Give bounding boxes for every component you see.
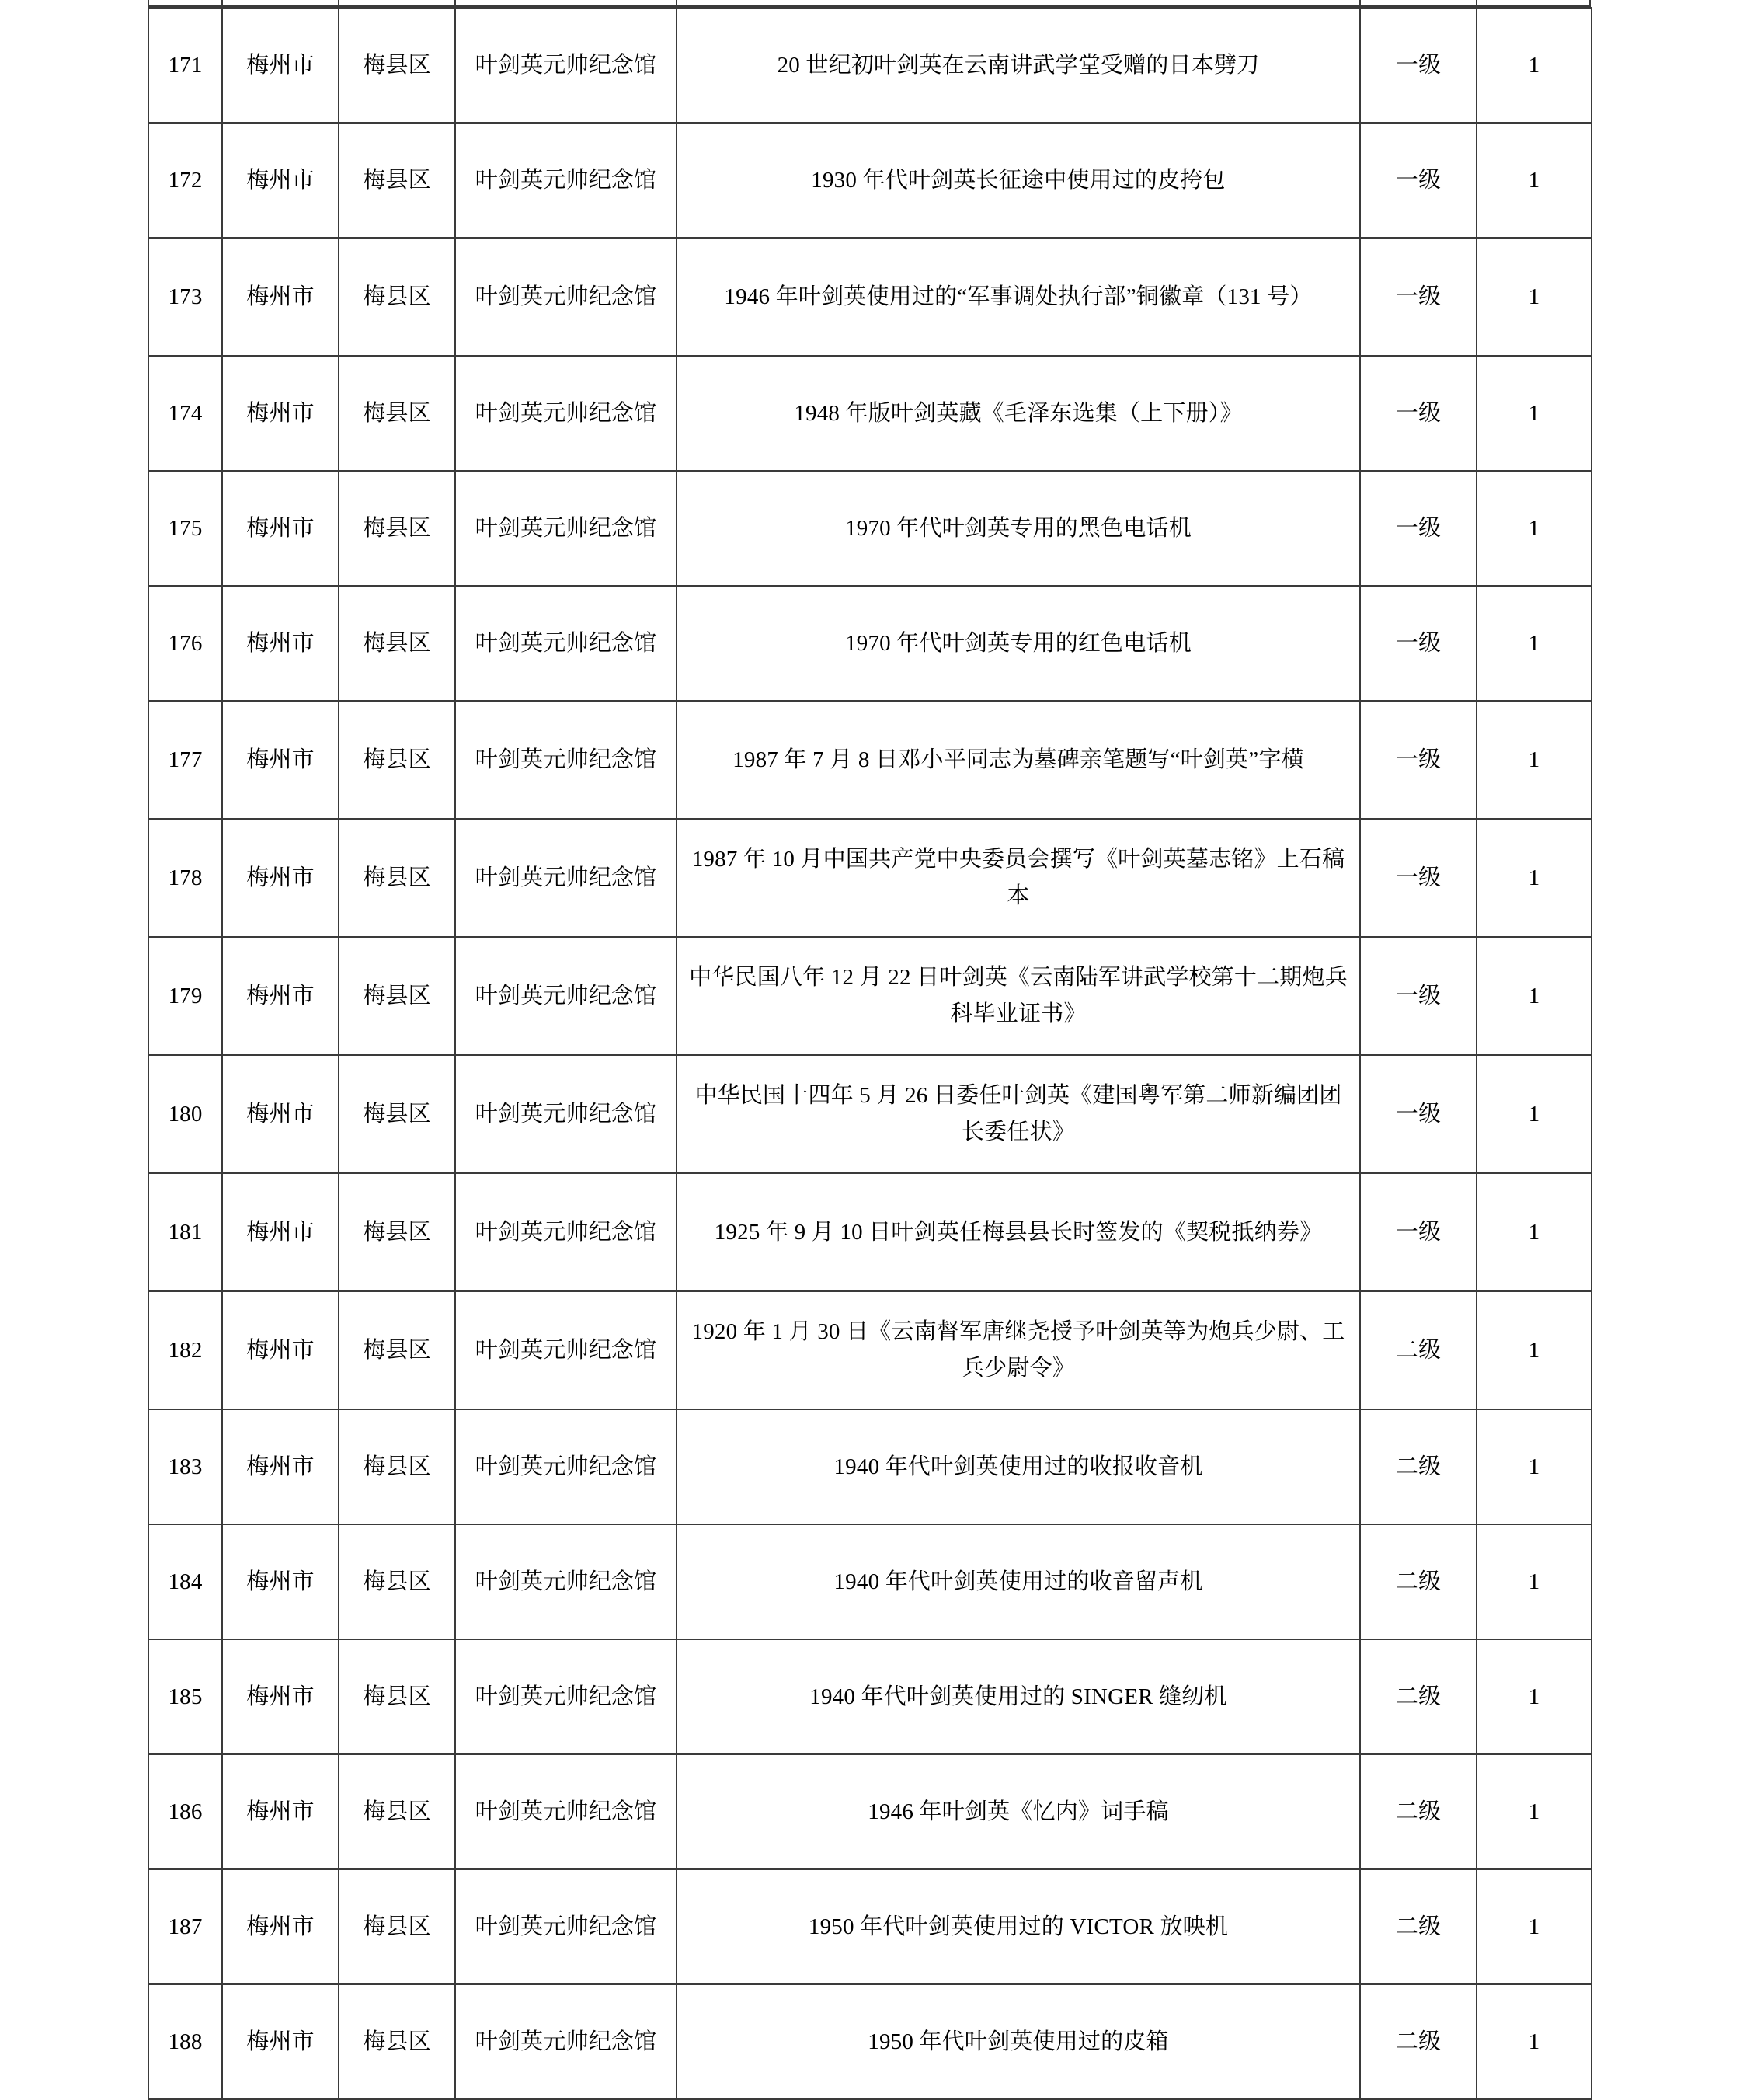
cell-index: 182	[148, 1291, 222, 1409]
cell-city: 梅州市	[222, 937, 339, 1055]
table-row	[148, 1869, 1592, 1984]
cell-institution: 叶剑英元帅纪念馆	[455, 1524, 677, 1639]
cell-institution: 叶剑英元帅纪念馆	[455, 819, 677, 937]
cell-district: 梅县区	[339, 1754, 455, 1869]
cell-grade: 一级	[1360, 701, 1477, 819]
cell-grade: 一级	[1360, 8, 1477, 123]
cell-district: 梅县区	[339, 1869, 455, 1984]
cell-district: 梅县区	[339, 819, 455, 937]
cell-description: 1946 年叶剑英《忆内》词手稿	[677, 1754, 1360, 1869]
cell-district: 梅县区	[339, 1524, 455, 1639]
table-row	[148, 1524, 1592, 1639]
cell-district: 梅县区	[339, 123, 455, 238]
cell-description: 1987 年 7 月 8 日邓小平同志为墓碑亲笔题写“叶剑英”字横	[677, 701, 1360, 819]
cell-grade: 一级	[1360, 238, 1477, 356]
table-row	[148, 1984, 1592, 2099]
cell-district: 梅县区	[339, 937, 455, 1055]
cell-city: 梅州市	[222, 1639, 339, 1754]
cell-grade: 二级	[1360, 1409, 1477, 1524]
cell-quantity: 1	[1477, 1869, 1592, 1984]
cell-city: 梅州市	[222, 8, 339, 123]
cell-district: 梅县区	[339, 586, 455, 701]
table-row	[148, 701, 1592, 819]
cell-grade: 二级	[1360, 1524, 1477, 1639]
cell-description: 1940 年代叶剑英使用过的收音留声机	[677, 1524, 1360, 1639]
cell-index: 184	[148, 1524, 222, 1639]
table-row	[148, 937, 1592, 1055]
cell-city: 梅州市	[222, 238, 339, 356]
sliver-gridline-1	[221, 0, 223, 5]
table-row	[148, 356, 1592, 471]
cell-city: 梅州市	[222, 586, 339, 701]
cell-city: 梅州市	[222, 1055, 339, 1173]
table-body	[148, 8, 1592, 2099]
cell-index: 178	[148, 819, 222, 937]
cell-description: 1946 年叶剑英使用过的“军事调处执行部”铜徽章（131 号）	[677, 238, 1360, 356]
cell-institution: 叶剑英元帅纪念馆	[455, 1409, 677, 1524]
cell-description: 1948 年版叶剑英藏《毛泽东选集（上下册）》	[677, 356, 1360, 471]
cell-description: 1930 年代叶剑英长征途中使用过的皮挎包	[677, 123, 1360, 238]
cell-description: 1950 年代叶剑英使用过的皮箱	[677, 1984, 1360, 2099]
cell-grade: 一级	[1360, 1173, 1477, 1291]
table-row	[148, 1055, 1592, 1173]
cell-city: 梅州市	[222, 1754, 339, 1869]
cell-grade: 一级	[1360, 123, 1477, 238]
table-row	[148, 819, 1592, 937]
cell-quantity: 1	[1477, 1754, 1592, 1869]
cell-description: 1920 年 1 月 30 日《云南督军唐继尧授予叶剑英等为炮兵少尉、工兵少尉令》	[677, 1291, 1360, 1409]
cell-institution: 叶剑英元帅纪念馆	[455, 1639, 677, 1754]
cell-index: 185	[148, 1639, 222, 1754]
cell-grade: 二级	[1360, 1291, 1477, 1409]
cell-grade: 一级	[1360, 586, 1477, 701]
cell-quantity: 1	[1477, 819, 1592, 937]
cell-description: 中华民国十四年 5 月 26 日委任叶剑英《建国粤军第二师新编团团长委任状》	[677, 1055, 1360, 1173]
cell-description: 1970 年代叶剑英专用的黑色电话机	[677, 471, 1360, 586]
sliver-gridline-2	[338, 0, 339, 5]
cell-district: 梅县区	[339, 1055, 455, 1173]
cell-index: 188	[148, 1984, 222, 2099]
cell-grade: 一级	[1360, 1055, 1477, 1173]
table-row	[148, 238, 1592, 356]
sliver-gridline-3	[454, 0, 456, 5]
cell-district: 梅县区	[339, 1984, 455, 2099]
cell-institution: 叶剑英元帅纪念馆	[455, 471, 677, 586]
cell-institution: 叶剑英元帅纪念馆	[455, 1754, 677, 1869]
sliver-gridline-4	[676, 0, 677, 5]
cell-institution: 叶剑英元帅纪念馆	[455, 1173, 677, 1291]
cell-district: 梅县区	[339, 1173, 455, 1291]
cell-grade: 二级	[1360, 1754, 1477, 1869]
cell-quantity: 1	[1477, 1984, 1592, 2099]
cell-district: 梅县区	[339, 701, 455, 819]
cell-grade: 一级	[1360, 937, 1477, 1055]
cell-grade: 一级	[1360, 356, 1477, 471]
cell-quantity: 1	[1477, 471, 1592, 586]
cell-quantity: 1	[1477, 356, 1592, 471]
cell-institution: 叶剑英元帅纪念馆	[455, 356, 677, 471]
cell-institution: 叶剑英元帅纪念馆	[455, 238, 677, 356]
cell-institution: 叶剑英元帅纪念馆	[455, 1055, 677, 1173]
cell-institution: 叶剑英元帅纪念馆	[455, 937, 677, 1055]
cell-quantity: 1	[1477, 937, 1592, 1055]
cell-description: 中华民国八年 12 月 22 日叶剑英《云南陆军讲武学校第十二期炮兵科毕业证书》	[677, 937, 1360, 1055]
cell-grade: 一级	[1360, 471, 1477, 586]
cell-city: 梅州市	[222, 819, 339, 937]
cell-index: 171	[148, 8, 222, 123]
cell-index: 173	[148, 238, 222, 356]
cell-institution: 叶剑英元帅纪念馆	[455, 586, 677, 701]
cell-index: 172	[148, 123, 222, 238]
cell-index: 179	[148, 937, 222, 1055]
cell-grade: 二级	[1360, 1869, 1477, 1984]
sliver-gridline-6	[1476, 0, 1477, 5]
table-row	[148, 471, 1592, 586]
cell-city: 梅州市	[222, 471, 339, 586]
cell-index: 181	[148, 1173, 222, 1291]
cell-district: 梅县区	[339, 238, 455, 356]
cell-index: 177	[148, 701, 222, 819]
cell-district: 梅县区	[339, 1639, 455, 1754]
cell-district: 梅县区	[339, 1409, 455, 1524]
cell-quantity: 1	[1477, 1409, 1592, 1524]
table-row	[148, 1409, 1592, 1524]
cell-index: 176	[148, 586, 222, 701]
heritage-artifact-table	[148, 7, 1592, 2100]
cell-index: 175	[148, 471, 222, 586]
cell-quantity: 1	[1477, 1524, 1592, 1639]
cell-city: 梅州市	[222, 1984, 339, 2099]
cell-city: 梅州市	[222, 123, 339, 238]
cell-description: 1940 年代叶剑英使用过的收报收音机	[677, 1409, 1360, 1524]
cell-grade: 二级	[1360, 1984, 1477, 2099]
cell-institution: 叶剑英元帅纪念馆	[455, 1291, 677, 1409]
cell-quantity: 1	[1477, 123, 1592, 238]
table-row	[148, 586, 1592, 701]
cell-description: 20 世纪初叶剑英在云南讲武学堂受赠的日本劈刀	[677, 8, 1360, 123]
cell-district: 梅县区	[339, 471, 455, 586]
cell-institution: 叶剑英元帅纪念馆	[455, 701, 677, 819]
previous-row-sliver	[148, 0, 1591, 7]
sliver-gridline-5	[1359, 0, 1361, 5]
table-row	[148, 1639, 1592, 1754]
cell-city: 梅州市	[222, 1173, 339, 1291]
cell-city: 梅州市	[222, 701, 339, 819]
cell-quantity: 1	[1477, 701, 1592, 819]
cell-institution: 叶剑英元帅纪念馆	[455, 1869, 677, 1984]
table-row	[148, 8, 1592, 123]
cell-institution: 叶剑英元帅纪念馆	[455, 1984, 677, 2099]
cell-institution: 叶剑英元帅纪念馆	[455, 8, 677, 123]
cell-quantity: 1	[1477, 1291, 1592, 1409]
cell-city: 梅州市	[222, 1869, 339, 1984]
cell-description: 1987 年 10 月中国共产党中央委员会撰写《叶剑英墓志铭》上石稿本	[677, 819, 1360, 937]
cell-index: 174	[148, 356, 222, 471]
cell-district: 梅县区	[339, 1291, 455, 1409]
cell-quantity: 1	[1477, 238, 1592, 356]
cell-description: 1940 年代叶剑英使用过的 SINGER 缝纫机	[677, 1639, 1360, 1754]
cell-index: 183	[148, 1409, 222, 1524]
cell-city: 梅州市	[222, 356, 339, 471]
cell-description: 1950 年代叶剑英使用过的 VICTOR 放映机	[677, 1869, 1360, 1984]
cell-quantity: 1	[1477, 586, 1592, 701]
cell-grade: 二级	[1360, 1639, 1477, 1754]
cell-district: 梅县区	[339, 356, 455, 471]
cell-grade: 一级	[1360, 819, 1477, 937]
cell-city: 梅州市	[222, 1409, 339, 1524]
cell-index: 186	[148, 1754, 222, 1869]
cell-index: 187	[148, 1869, 222, 1984]
cell-description: 1970 年代叶剑英专用的红色电话机	[677, 586, 1360, 701]
cell-city: 梅州市	[222, 1291, 339, 1409]
cell-institution: 叶剑英元帅纪念馆	[455, 123, 677, 238]
cell-district: 梅县区	[339, 8, 455, 123]
cell-quantity: 1	[1477, 1639, 1592, 1754]
cell-quantity: 1	[1477, 8, 1592, 123]
cell-quantity: 1	[1477, 1173, 1592, 1291]
cell-description: 1925 年 9 月 10 日叶剑英任梅县县长时签发的《契税抵纳券》	[677, 1173, 1360, 1291]
table-row	[148, 1291, 1592, 1409]
table-row	[148, 1173, 1592, 1291]
cell-city: 梅州市	[222, 1524, 339, 1639]
table-row	[148, 123, 1592, 238]
table-row	[148, 1754, 1592, 1869]
cell-index: 180	[148, 1055, 222, 1173]
cell-quantity: 1	[1477, 1055, 1592, 1173]
